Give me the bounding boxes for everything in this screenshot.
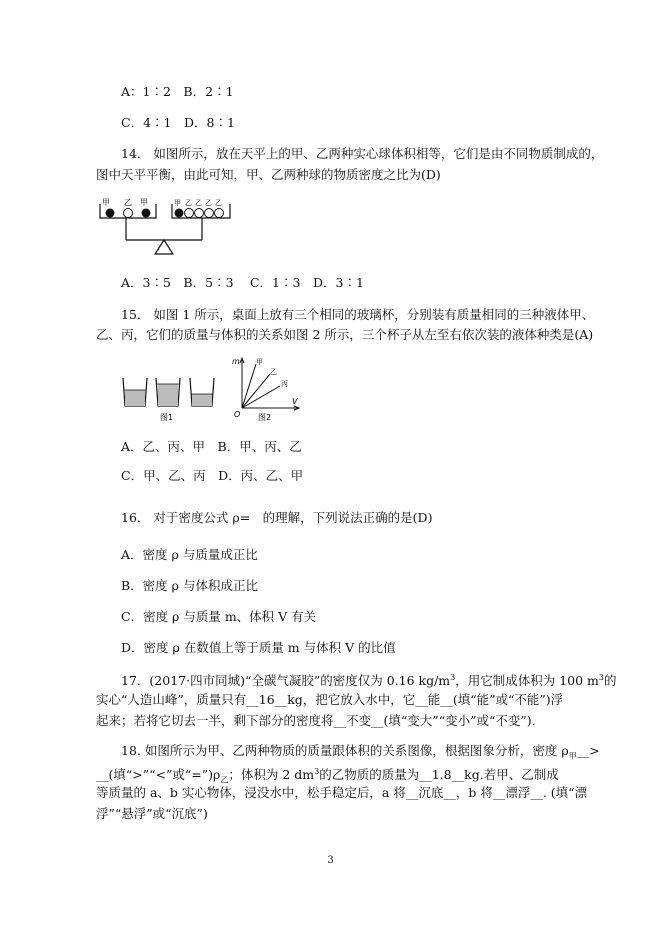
- label-yi: 乙: [215, 199, 222, 207]
- ball-yi: [124, 209, 133, 218]
- q18-text: 18. 如图所示为甲、乙两种物质的质量跟体积的关系图像，根据图象分析，密度 ρ: [121, 743, 569, 758]
- q16-option-d: D．密度 ρ 在数值上等于质量 m 与体积 V 的比值: [121, 640, 396, 655]
- label-jia: 甲: [140, 198, 148, 207]
- ball-yi: [185, 209, 194, 218]
- q17-text: (填“变大”“变小”或“不变”).: [383, 713, 536, 728]
- label-jia: 甲: [174, 199, 181, 207]
- superscript: 3: [450, 673, 456, 682]
- q17-text: 的: [604, 673, 617, 689]
- q14-stem-line1: 14． 如图所示，放在天平上的甲、乙两种实心球体积相等，它们是由不同物质制成的，: [121, 146, 604, 161]
- q15-options-cd: C．甲、乙、丙 D．丙、乙、甲: [121, 468, 304, 483]
- q18-answer-1: __>: [576, 743, 600, 758]
- q18-text: __(填“>”“<”或“=”)ρ: [96, 767, 221, 783]
- ball-yi: [195, 209, 204, 218]
- figure-1-caption: 图1: [160, 413, 174, 422]
- label-jia: 甲: [102, 198, 110, 207]
- label-yi: 乙: [205, 199, 212, 207]
- balance-figure: [98, 196, 238, 261]
- q17-line2: [96, 692, 563, 708]
- axis-m-label: m: [232, 357, 240, 366]
- q18-answer-3: __沉底__: [405, 785, 456, 800]
- page-number: 3: [327, 855, 334, 866]
- superscript: 3: [314, 767, 320, 776]
- ball-jia: [106, 209, 115, 218]
- line-yi-label: 乙: [270, 368, 277, 376]
- q18-text: 等质量的 a、b 实心物体，浸没水中，松手稳定后，a 将: [96, 785, 406, 800]
- q16-stem: 16． 对于密度公式 ρ= 的理解，下列说法正确的是(D): [121, 510, 433, 525]
- q18-text: . (填“漂: [542, 785, 588, 800]
- q17-text: 起来；若将它切去一半，剩下部分的密度将: [96, 713, 334, 728]
- subscript: 乙: [220, 775, 229, 785]
- q15-stem-line2: 乙、丙，它们的质量与体积的关系如图 2 所示，三个杯子从左至右依次装的液体种类是(A): [96, 327, 594, 342]
- superscript: 3: [598, 673, 605, 682]
- q14-stem-line2: 图中天平平衡，由此可知，甲、乙两种球的物质密度之比为(D): [96, 167, 441, 182]
- subscript: 甲: [568, 751, 577, 761]
- axis-v-label: V: [292, 397, 298, 406]
- q13-options-cd: C．4∶1 D．8∶1: [121, 115, 235, 130]
- mass-volume-graph-2: [232, 356, 302, 422]
- q18-answer-2: __1.8__: [419, 767, 465, 783]
- label-yi: 乙: [124, 198, 132, 207]
- line-bing-label: 丙: [281, 380, 288, 388]
- q17-text: ，把它放入水中，它: [302, 692, 416, 707]
- q17-text: 17．(2017·四市同城)“全碳气凝胶”的密度仅为 0.16 kg/m: [121, 673, 451, 689]
- q18-line1: [121, 743, 600, 765]
- q16-option-b: B．密度 ρ 与体积成正比: [121, 578, 258, 593]
- origin-label: O: [234, 410, 241, 419]
- line-jia-label: 甲: [256, 358, 263, 366]
- q18-text: ；体积为 2 dm: [228, 767, 315, 783]
- label-yi: 乙: [185, 199, 192, 207]
- q17-answer-2: __能__: [415, 692, 453, 707]
- q18-answer-4: __漂浮__: [492, 785, 543, 800]
- q18-line4: 浮”“悬浮”或“沉底”): [96, 806, 208, 821]
- q17-text: (填“能”或“不能”)浮: [452, 692, 564, 707]
- q15-stem-line1: 15． 如图 1 所示，桌面上放有三个相同的玻璃杯，分别装有质量相同的三种液体甲、: [121, 307, 595, 322]
- cups-figure-1: [120, 376, 220, 421]
- q14-options: A．3∶5 B．5∶3 C．1∶3 D．3∶1: [121, 275, 364, 290]
- q13-options-ab: A：1∶2 B．2∶1: [121, 84, 234, 99]
- figure-2-caption: 图2: [258, 413, 272, 422]
- ball-jia: [142, 209, 151, 218]
- q17-text: 实心“人造山峰”，质量只有: [96, 692, 247, 707]
- q17-answer-1: __16__kg: [246, 692, 303, 707]
- label-yi: 乙: [195, 199, 202, 207]
- q18-line3: [96, 785, 587, 801]
- q18-text: 的乙物质的质量为: [319, 767, 420, 783]
- ball-jia: [175, 209, 184, 218]
- q17-line1: [121, 670, 617, 689]
- q15-options-ab: A．乙、丙、甲 B．甲、丙、乙: [121, 439, 302, 454]
- q17-answer-3: __不变__: [333, 713, 384, 728]
- ball-yi: [205, 209, 214, 218]
- q18-text: kg.若甲、乙制成: [464, 767, 559, 783]
- q18-text: ，b 将: [455, 785, 493, 800]
- q17-text: ，用它制成体积为 100 m: [455, 673, 599, 689]
- ball-yi: [215, 209, 224, 218]
- q17-line3: [96, 713, 536, 729]
- q16-option-a: A．密度 ρ 与质量成正比: [121, 547, 258, 562]
- q16-option-c: C．密度 ρ 与质量 m、体积 V 有关: [121, 609, 317, 624]
